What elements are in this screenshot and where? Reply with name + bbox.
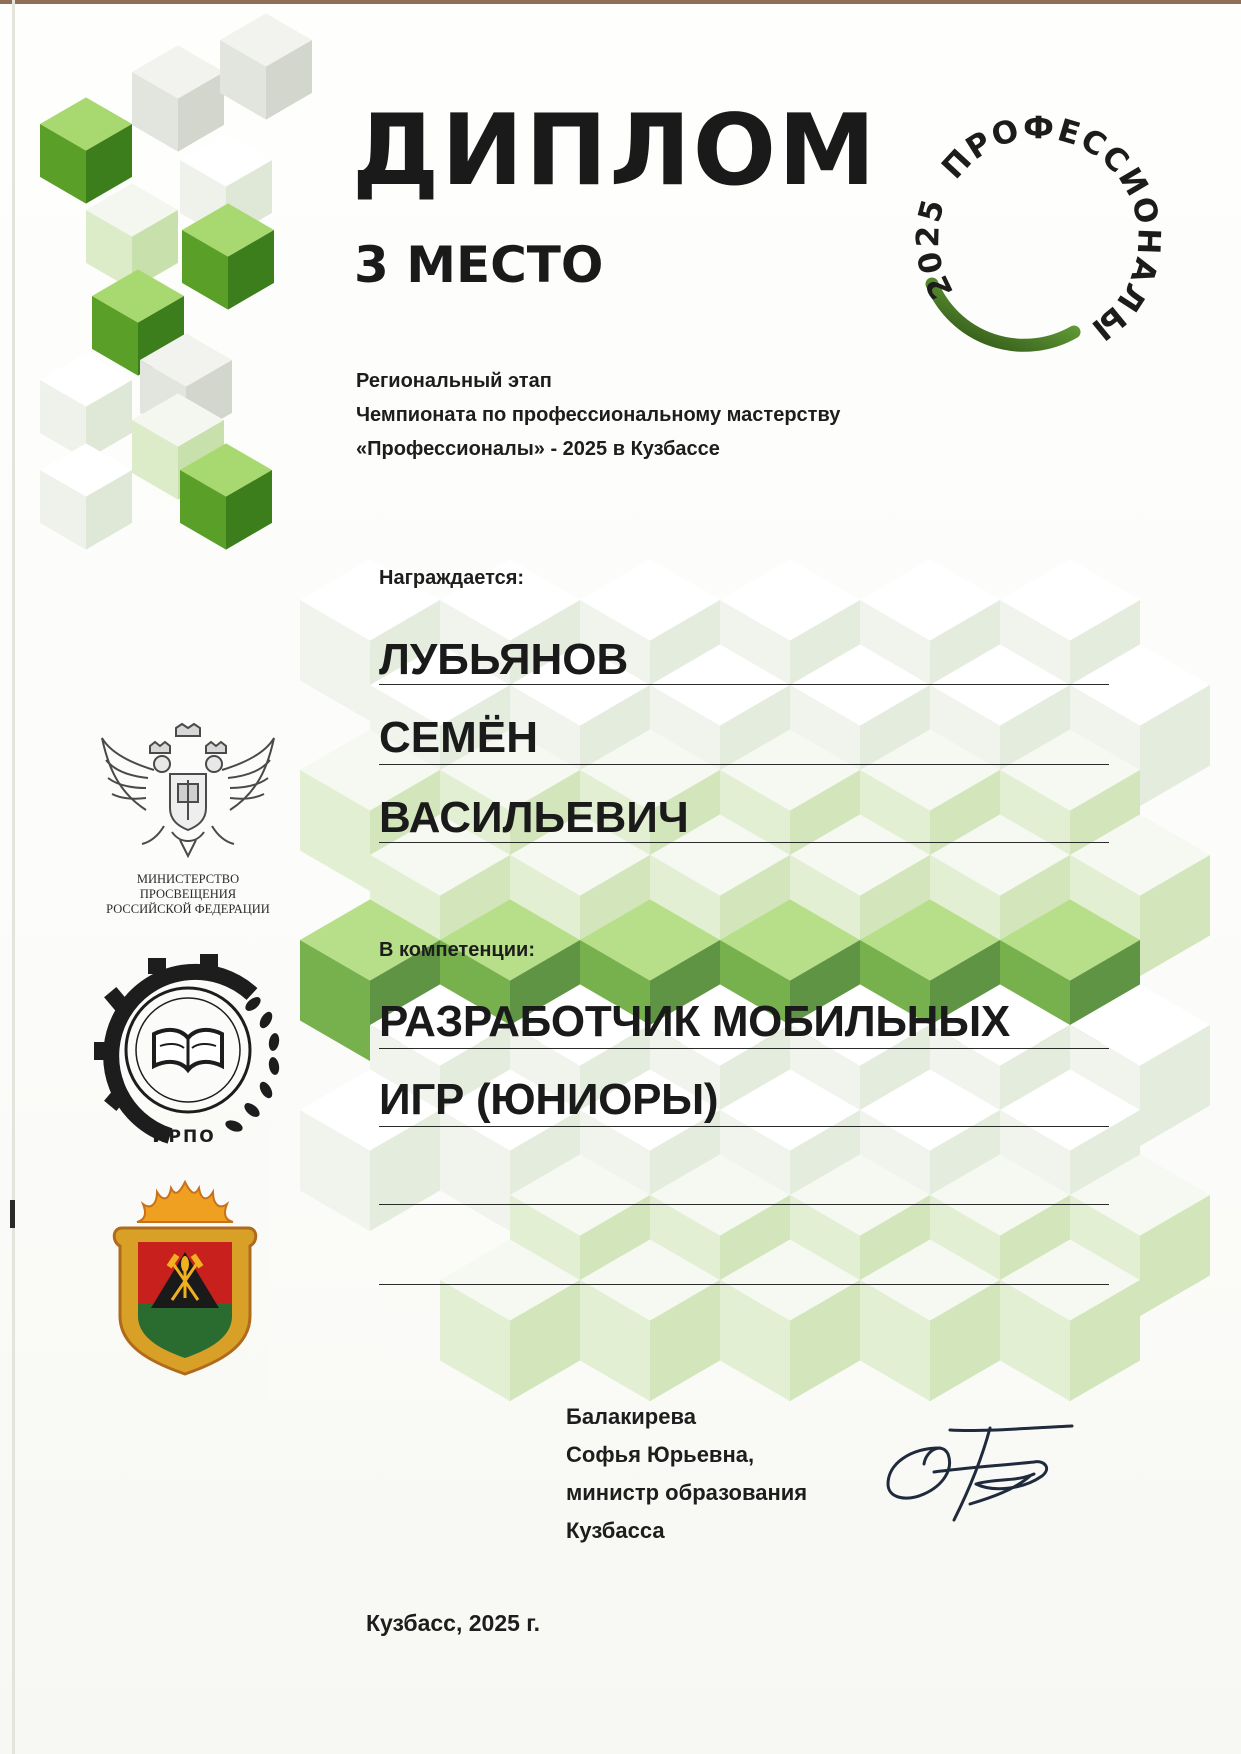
badge-arc — [932, 284, 1074, 345]
signer-line: Кузбасса — [566, 1518, 665, 1543]
badge-year: 2025 — [910, 194, 961, 305]
signature-icon — [880, 1420, 1080, 1530]
ministry-caption-line: МИНИСТЕРСТВО ПРОСВЕЩЕНИЯ — [136, 872, 240, 901]
recipient-patronymic: ВАСИЛЬЕВИЧ — [379, 793, 689, 842]
fill-line — [379, 1126, 1109, 1127]
competency-line: ИГР (ЮНИОРЫ) — [379, 1075, 719, 1124]
ministry-caption-line: РОССИЙСКОЙ ФЕДЕРАЦИИ — [106, 902, 270, 916]
kuzbass-coat-of-arms-icon — [110, 1180, 260, 1380]
recipient-first-name: СЕМЁН — [379, 713, 538, 762]
fill-line — [379, 1048, 1109, 1049]
signer-block — [566, 1398, 807, 1550]
event-line: Чемпионата по профессиональному мастерству — [356, 404, 841, 426]
irpo-text: ИРПО — [152, 1127, 216, 1147]
signer-line: Софья Юрьевна, — [566, 1442, 755, 1467]
recipient-surname: ЛУБЬЯНОВ — [379, 635, 629, 684]
ministry-emblem — [88, 722, 288, 917]
competency-label: В компетенции: — [379, 939, 535, 961]
open-book-icon — [154, 1030, 222, 1070]
place-date: Кузбасс, 2025 г. — [366, 1610, 540, 1636]
fill-line — [379, 1204, 1109, 1205]
double-headed-eagle-icon — [88, 722, 288, 867]
fill-line — [379, 764, 1109, 765]
awarded-label: Награждается: — [379, 567, 525, 589]
professionals-2025-badge — [902, 106, 1172, 376]
signer-line: Балакирева — [566, 1404, 696, 1429]
badge-word: ПРОФЕССИОНАЛЫ — [934, 110, 1167, 349]
place-heading: 3 МЕСТО — [354, 236, 604, 294]
fill-line — [379, 684, 1109, 685]
event-description — [356, 364, 840, 466]
event-line: Региональный этап — [356, 370, 552, 392]
fill-line — [379, 1284, 1109, 1285]
signer-line: министр образования — [566, 1480, 808, 1505]
event-line: «Профессионалы» - 2025 в Кузбассе — [356, 438, 720, 460]
diploma-title: ДИПЛОМ — [352, 94, 878, 208]
irpo-logo — [88, 950, 288, 1150]
fill-line — [379, 842, 1109, 843]
laurel-icon — [224, 994, 281, 1133]
competency-line: РАЗРАБОТЧИК МОБИЛЬНЫХ — [379, 997, 1010, 1046]
